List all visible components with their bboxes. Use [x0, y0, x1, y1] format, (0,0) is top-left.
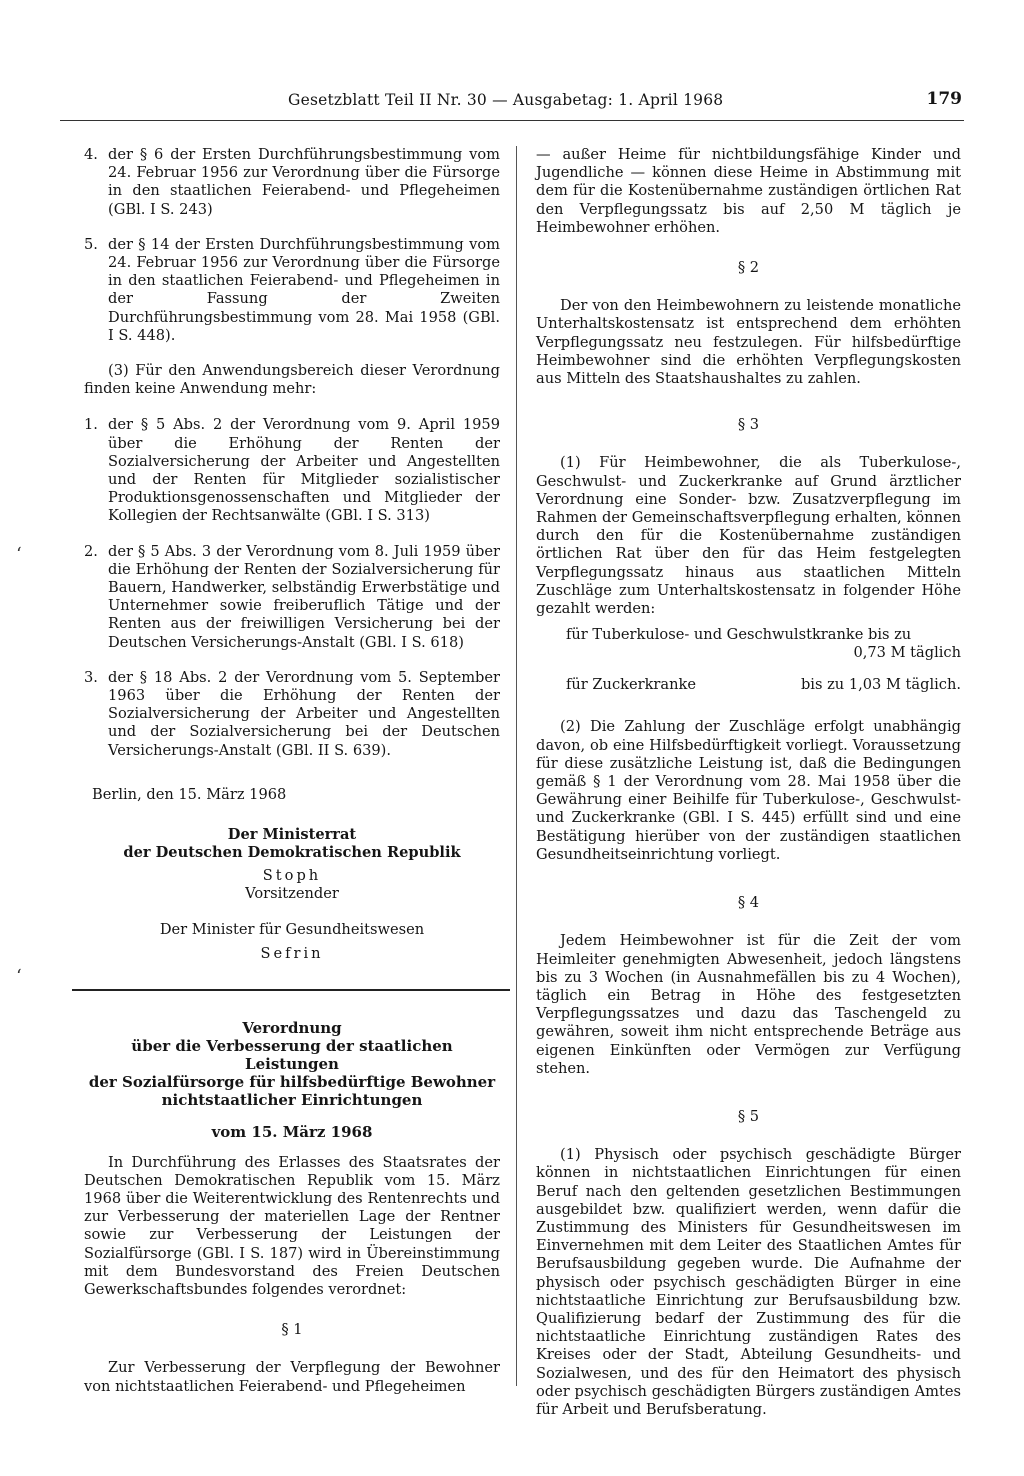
header-title: Gesetzblatt Teil II Nr. 30 — Ausgabetag: 1. April 1968 [288, 91, 724, 109]
item-text: der § 14 der Ersten Durchführungsbestimmung vom 24. Februar 1956 zur Verordnung über die Fürsorge in den staatlichen Feierabend- und Pflegeheimen in der Fassung der Zweiten Durchführungsbestimmung vom 28. Mai 1958 (GBl. I S. 448). [108, 235, 500, 344]
item-number: 1. [84, 416, 98, 434]
rate-label: für Tuberkulose- und Geschwulstkranke bis zu [566, 626, 912, 644]
item-number: 4. [84, 146, 98, 163]
section-heading: § 4 [737, 894, 760, 912]
item-text: der § 5 Abs. 2 der Verordnung vom 9. April 1959 über die Erhöhung der Renten der Sozialversicherung der Arbeiter und Angestellten und der Renten für Mitglieder sozialistischer Produktionsgenossenschaften und Mitglieder der Kollegien der Rechtsanwälte (GBl. I S. 313) [108, 416, 500, 525]
preamble: In Durchführung des Erlasses des Staatsrates der Deutschen Demokratischen Republik vom 15. März 1968 über die Weiterentwicklung des Rentenrechts und zur Verbesserung der materiellen Lage der Rentner sowie zur Verbesserung der Leistungen der Sozialfürsorge (GBl. I S. 187) wird in Übereinstimmung mit dem Bundesvorstand des Freien Deutschen Gewerkschaftsbundes folgendes verordnet: [84, 1153, 500, 1298]
column-divider [516, 146, 517, 1386]
page-header [60, 86, 964, 122]
page-number: 179 [926, 89, 962, 109]
section-heading: § 1 [281, 1321, 303, 1339]
signer-name: Sefrin [260, 945, 324, 963]
margin-tick: ‘ [16, 966, 22, 987]
section-text: (1) Für Heimbewohner, die als Tuberkulose-, Geschwulst- und Zuckerkranke auf Grund ärztlicher Verordnung eine Sonder- bzw. Zusatzverpflegung im Rahmen der Gemeinschaftsverpflegung erhalten, können durch den für die Kostenübernahme zuständigen örtlichen Rat über den für das Heim festgelegten Verpflegungssatz hinaus aus staatlichen Mitteln Zuschläge zum Unterhaltskostensatz in folgender Höhe gezahlt werden: [536, 454, 961, 618]
signer-role: Der Minister für Gesundheitswesen [159, 920, 425, 938]
signature-block [84, 826, 500, 963]
signer-role: Vorsitzender [245, 884, 339, 902]
list-item [84, 146, 500, 219]
rate-value: 0,73 M täglich [853, 644, 961, 662]
section-text: Der von den Heimbewohnern zu leistende monatliche Unterhaltskostensatz ist entsprechend dem erhöhten Verpflegungssatz neu festzulegen. Für hilfsbedürftige Heimbewohner sind die erhöhten Verpflegungskosten aus Mitteln des Staatshaushaltes zu zahlen. [536, 297, 961, 388]
section-text: (1) Physisch oder psychisch geschädigte Bürger können in nichtstaatlichen Einrichtungen für einen Beruf nach den geltenden gesetzlichen Bestimmungen ausgebildet bzw. qualifiziert werden, wenn dafür die Zustimmung des Ministers für Gesundheitswesen im Einvernehmen mit dem Leiter des Staatlichen Amtes für Berufsausbildung gegeben wurde. Die Aufnahme der physisch oder psychisch geschädigten Bürger in eine nichtstaatliche Einrichtung zur Berufsausbildung bzw. Qualifizierung bedarf der Zustimmung des für die nichtstaatliche Einrichtung zuständigen Rates des Kreises oder der Stadt, Abteilung Gesundheits- und Sozialwesen, und des für den Heimatort des physisch oder psychisch geschädigten Bürgers zuständigen Amtes für Arbeit und Berufsberatung. [536, 1146, 961, 1418]
rate-value: bis zu 1,03 M täglich. [800, 676, 961, 694]
section-heading: § 3 [737, 416, 760, 434]
signing-body-line2: der Deutschen Demokratischen Republik [123, 844, 461, 862]
item-number: 5. [84, 235, 98, 253]
rate-row [566, 676, 961, 694]
continued-text: — außer Heime für nichtbildungsfähige Kinder und Jugendliche — können diese Heime in Abstimmung mit dem für die Kostenübernahme zuständigen örtlichen Rat den Verpflegungssatz bis auf 2,50 M täglich je Heimbewohner erhöhen. [536, 146, 961, 236]
rate-label: für Zuckerkranke [566, 676, 696, 694]
signing-body-line1: Der Ministerrat [227, 826, 357, 844]
list-item [84, 236, 500, 345]
paragraph-3: (3) Für den Anwendungsbereich dieser Verordnung finden keine Anwendung mehr: [84, 362, 500, 398]
title-line: der Sozialfürsorge für hilfsbedürftige Bewohner [88, 1073, 496, 1092]
rate-row [566, 644, 961, 662]
item-text: der § 5 Abs. 3 der Verordnung vom 8. Juli 1959 über die Erhöhung der Renten der Sozialversicherung für Bauern, Handwerker, selbständig Erwerbstätige und Unternehmer sowie freiberuflich Tätige und der Renten aus der freiwilligen Versicherung bei der Deutschen Versicherungs-Anstalt (GBl. I S. 618) [108, 542, 500, 651]
section-heading: § 5 [737, 1107, 760, 1125]
header-rule [60, 120, 964, 121]
left-column [84, 146, 500, 1396]
section-text: (2) Die Zahlung der Zuschläge erfolgt unabhängig davon, ob eine Hilfsbedürftigkeit vorliegt. Voraussetzung für diese zusätzliche Leistung ist, daß die Bedingungen gemäß § 1 der Verordnung vom 28. Mai 1958 über die Gewährung einer Beihilfe für Tuberkulose-, Geschwulst- und Zuckerkranke (GBl. I S. 445) erfüllt sind und eine Bestätigung hierüber von der zuständigen staatlichen Gesundheitseinrichtung vorliegt. [536, 718, 961, 863]
list-item [84, 543, 500, 652]
regulation-title [84, 1019, 500, 1109]
item-number: 3. [84, 668, 98, 686]
signer-name: Stoph [262, 866, 322, 884]
section-text: Zur Verbesserung der Verpflegung der Bewohner von nichtstaatlichen Feierabend- und Pflegeheimen [84, 1359, 500, 1395]
section-heading: § 2 [737, 259, 760, 277]
item-text: der § 18 Abs. 2 der Verordnung vom 5. September 1963 über die Erhöhung der Renten der Sozialversicherung der Arbeiter und Angestellten und der Sozialversicherung bei der Deutschen Versicherungs-Anstalt (GBl. II S. 639). [108, 668, 500, 759]
place-date: Berlin, den 15. März 1968 [92, 785, 287, 803]
item-number: 2. [84, 542, 98, 560]
list-item [84, 669, 500, 760]
title-line: über die Verbesserung der staatlichen Leistungen [131, 1037, 453, 1074]
rate-table [566, 626, 961, 694]
regulation-date: vom 15. März 1968 [211, 1123, 373, 1142]
title-line: nichtstaatlicher Einrichtungen [161, 1091, 423, 1110]
item-text: der § 6 der Ersten Durchführungsbestimmung vom 24. Februar 1956 zur Verordnung über die Fürsorge in den staatlichen Feierabend- und Pflegeheimen (GBl. I S. 243) [108, 146, 500, 218]
title-line: Verordnung [242, 1019, 342, 1038]
section-text: Jedem Heimbewohner ist für die Zeit der vom Heimleiter genehmigten Abwesenheit, jedoch längstens bis zu 3 Wochen (in Ausnahmefällen bis zu 4 Wochen), täglich ein Betrag in Höhe des festgesetzten Verpflegungssatzes und dazu das Taschengeld zu gewähren, soweit ihm nicht entsprechende Beträge aus eigenen Einkünften oder Vermögen zur Verfügung stehen. [536, 932, 961, 1077]
section-rule [72, 989, 510, 991]
margin-tick: ‘ [16, 544, 22, 565]
right-column [536, 146, 961, 1419]
list-item [84, 416, 500, 525]
